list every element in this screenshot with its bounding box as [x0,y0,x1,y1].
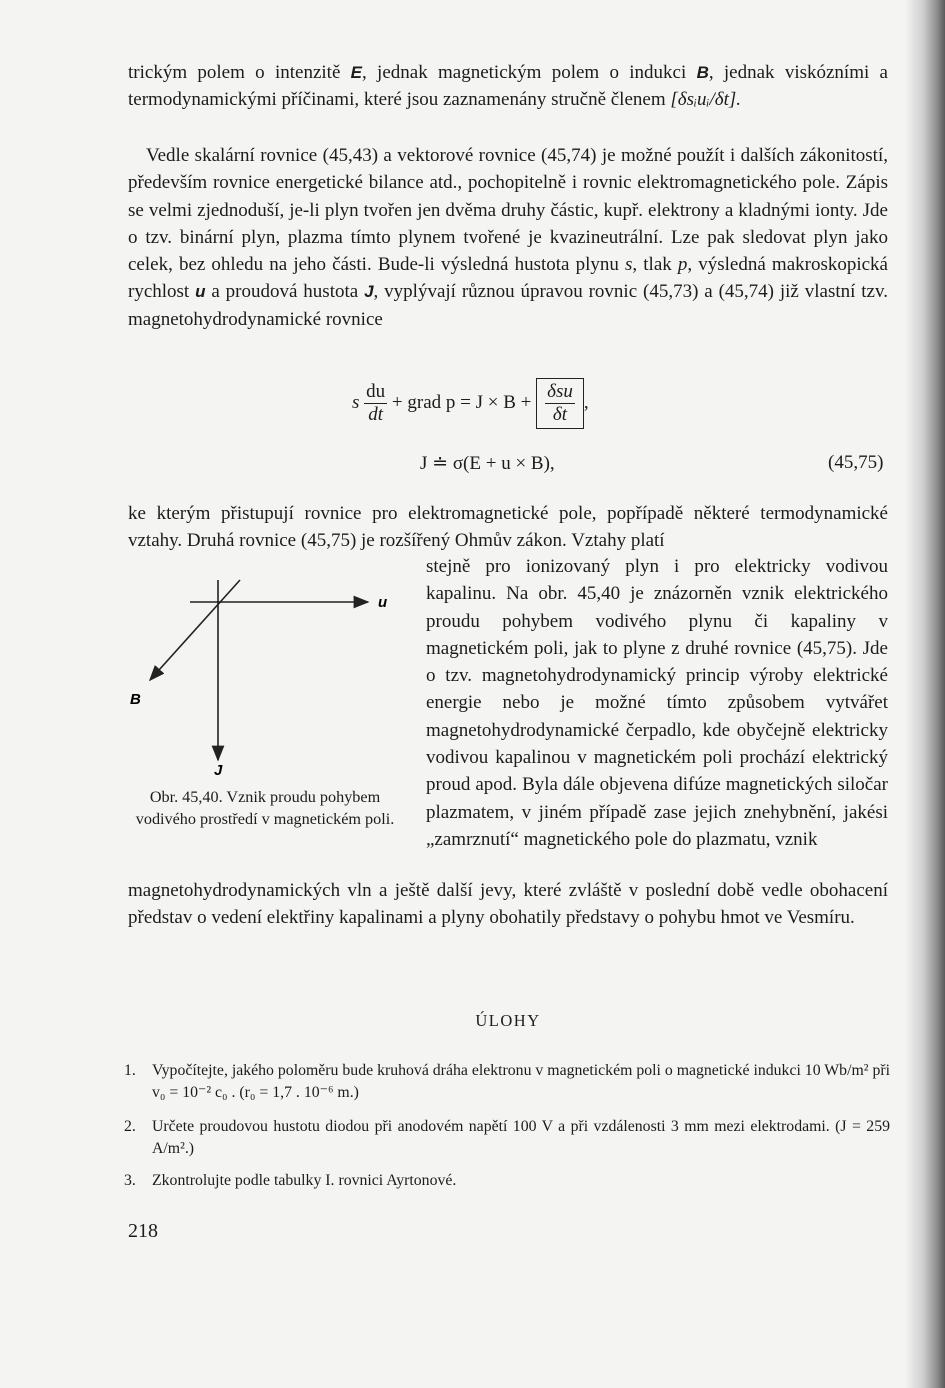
task-number: 3. [124,1172,136,1189]
task-number: 1. [124,1062,136,1079]
eq1-dsu: δsu [547,381,573,402]
page-edge-shadow [905,0,945,1388]
task-number: 2. [124,1118,136,1135]
eq1-middle: + grad p = J × B + [391,391,532,413]
page-number: 218 [128,1220,158,1242]
task-item [124,1116,890,1159]
paragraph-wrap: stejně pro ionizovaný plyn i pro elektricky vodivou kapalinu. Na obr. 45,40 je znázorněn vznik elektrického proudu pohybem vodivého plynu či kapaliny v magnetickém poli, jak to plyne z druhé rovnice (45,75). Jde o tzv. magnetohydrodynamický princip výroby elektrické energie nebo je možné tímto způsobem vytvářet magnetohydrodynamické čerpadlo, kde obyčejně elektricky vodivou kapalinou v magnetickém poli prochází elektrický proud apod. Byla dále objevena difúze magnetických siločar plazmatem, v jiném případě zase jejich znehybnění, jakési „zamrznutí“ magnetického pole do plazmatu, vznik [426,556,888,850]
label-B: B [130,691,141,708]
task-item [124,1170,890,1192]
task-item [124,1060,890,1103]
label-J: J [214,762,223,779]
eq1-derivative [364,381,387,426]
equation-ohm: J ≐ σ(E + u × B), [420,453,555,474]
eq1-bracket [536,378,584,429]
eq1-du: du [366,381,386,402]
eq1-density: s [352,391,360,413]
paragraph-4: magnetohydrodynamických vln a ještě další jevy, které zvláště v poslední době vedle obohacení představ o vedení elektřiny kapalinami a plyny obohatily představy o pohybu hmot ve Vesmíru. [128,880,888,929]
field-arrow [150,580,240,680]
task-text: Zkontrolujte podle tabulky I. rovnici Ayrtonové. [152,1172,457,1189]
paragraph-1: trickým polem o intenzitě E, jednak magnetickým polem o indukci B, jednak viskózními a termodynamickými příčinami, které jsou zaznamenány stručně členem [δsᵢuᵢ/δt]. [128,62,888,111]
equation-number: (45,75) [828,452,884,473]
eq1-deltat: δt [552,404,568,425]
task-text: Určete proudovou hustotu diodou při anodovém napětí 100 V a při vzdálenosti 3 mm mezi elektrodami. (J = 259 A/m².) [152,1118,890,1157]
eq1-comma: , [583,391,589,413]
paragraph-3: ke kterým přistupují rovnice pro elektromagnetické pole, popřípadě některé termodynamické vztahy. Druhá rovnice (45,75) je rozšířený Ohmův zákon. Vztahy platí [128,503,888,552]
paragraph-2: Vedle skalární rovnice (45,43) a vektorové rovnice (45,74) je možné použít i dalších zákonitostí, především rovnice energetické bilance atd., pochopitelně i rovnic elektromagnetického pole. Zápis se velmi zjednoduší, je-li plyn tvořen jen dvěma druhy částic, kupř. elektrony a kladnými ionty. Jde o tzv. binární plyn, plazma tímto plynem tvořené je kvazineutrální. Lze pak sledovat plyn jako celek, bez ohledu na jeho části. Bude-li výsledná hustota plynu s, tlak p, výsledná makroskopická rychlost u a proudová hustota J, vyplývají různou úpravou rovnic (45,73) a (45,74) již vlastní tzv. magnetohydrodynamické rovnice [128,145,889,330]
equation-momentum [352,378,589,429]
section-title: ÚLOHY [475,1011,541,1030]
figure-caption: Obr. 45,40. Vznik proudu pohybem vodivého prostředí v magnetickém poli. [135,788,395,828]
task-text: Vypočítejte, jakého poloměru bude kruhová dráha elektronu v magnetickém poli o magnetické indukci 10 Wb/m² při v₀ = 10⁻² c₀ . (r₀ = 1,7 . 10⁻⁶ m.) [152,1062,890,1101]
eq1-dt: dt [368,404,384,425]
figure-45-40 [120,570,420,785]
label-u: u [378,594,388,611]
